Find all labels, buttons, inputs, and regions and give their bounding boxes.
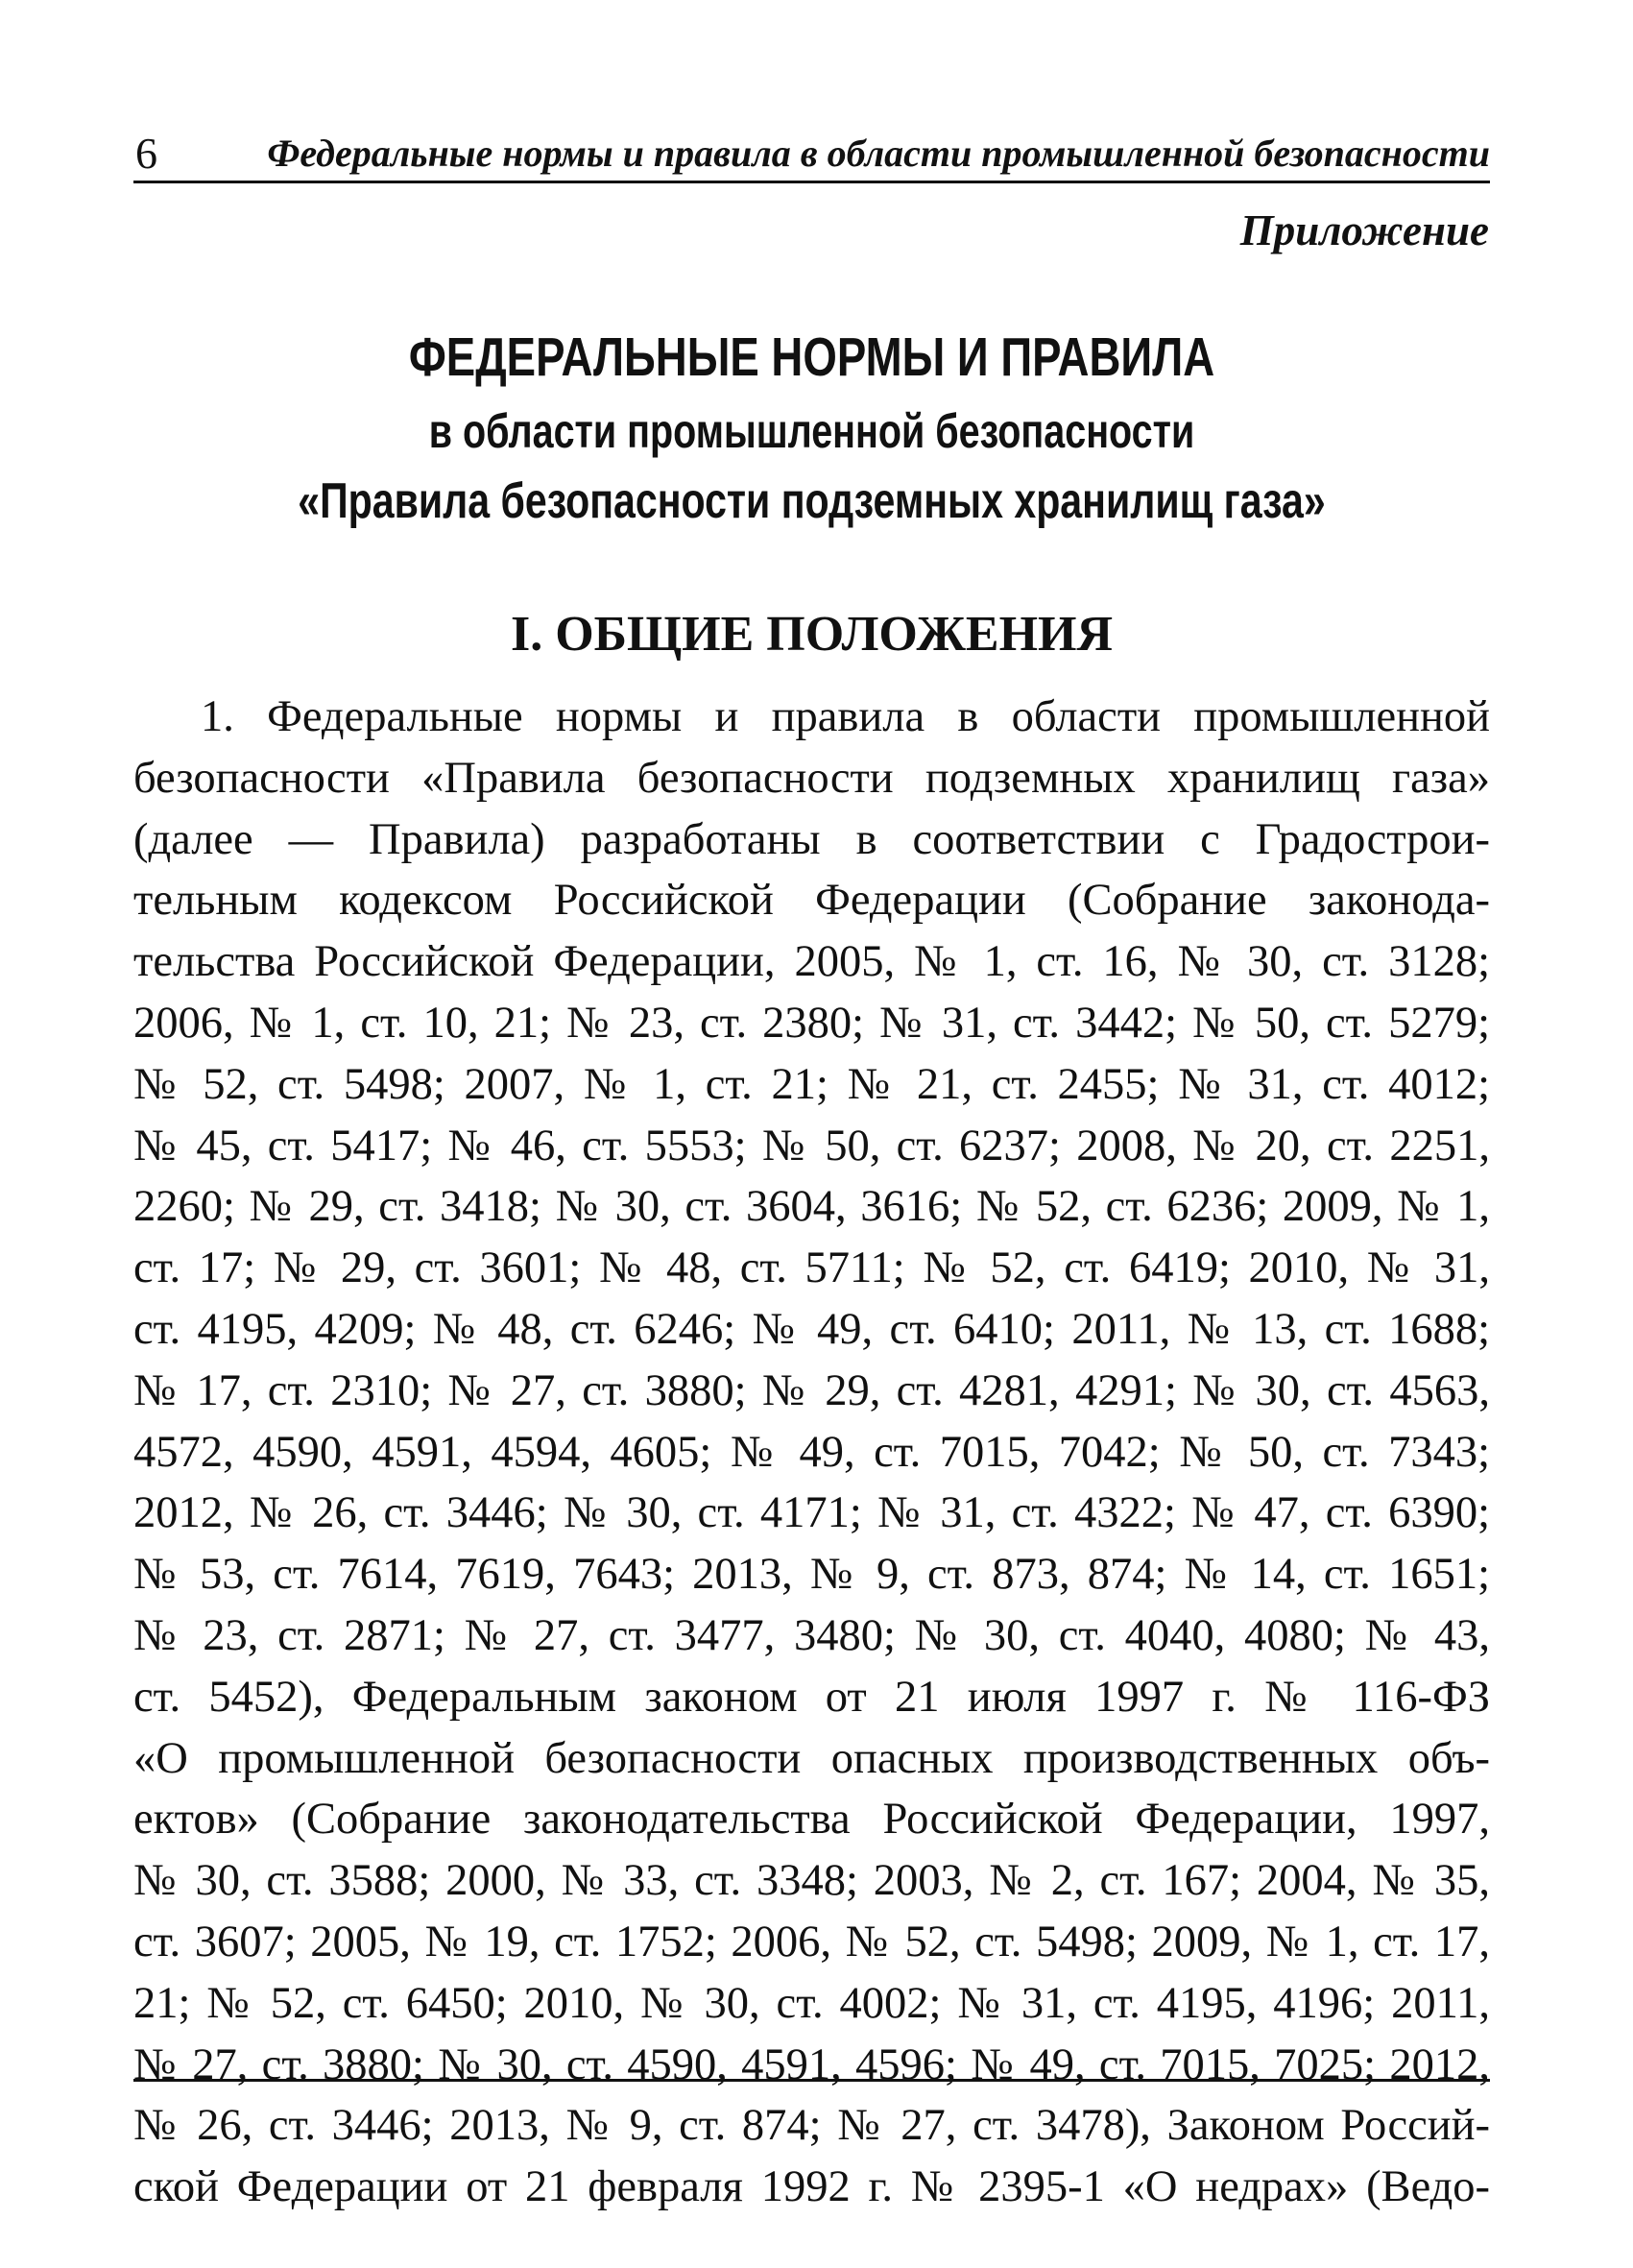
document-subtitle: в области промышленной безопасности (428, 404, 1195, 458)
footnote-divider (133, 2079, 1490, 2082)
text-line: тельным кодексом Российской Федерации (Собрание законода- (133, 876, 1490, 926)
text-line: 2260; № 29, ст. 3418; № 30, ст. 3604, 3616; № 52, ст. 6236; 2009, № 1, (133, 1182, 1490, 1232)
text-line: № 52, ст. 5498; 2007, № 1, ст. 21; № 21, ст. 2455; № 31, ст. 4012; (133, 1059, 1490, 1109)
text-line: 1. Федеральные нормы и правила в области промышленной (201, 692, 1490, 741)
running-title: Федеральные нормы и правила в области промышленной безопасности (267, 132, 1490, 175)
text-line: ст. 4195, 4209; № 48, ст. 6246; № 49, ст. 6410; 2011, № 13, ст. 1688; (133, 1304, 1490, 1354)
document-rules-name: «Правила безопасности подземных хранилищ газа» (298, 473, 1326, 529)
text-line: 2012, № 26, ст. 3446; № 30, ст. 4171; № 31, ст. 4322; № 47, ст. 6390; (133, 1488, 1490, 1538)
document-title: ФЕДЕРАЛЬНЫЕ НОРМЫ И ПРАВИЛА (408, 326, 1215, 388)
text-line: № 26, ст. 3446; 2013, № 9, ст. 874; № 27, ст. 3478), Законом Россий- (133, 2101, 1490, 2151)
text-line: № 53, ст. 7614, 7619, 7643; 2013, № 9, ст. 873, 874; № 14, ст. 1651; (133, 1550, 1490, 1600)
text-line: ст. 5452), Федеральным законом от 21 июля 1997 г. № 116-ФЗ (133, 1672, 1490, 1722)
text-line: № 45, ст. 5417; № 46, ст. 5553; № 50, ст. 6237; 2008, № 20, ст. 2251, (133, 1121, 1490, 1170)
text-line: 2006, № 1, ст. 10, 21; № 23, ст. 2380; № 31, ст. 3442; № 50, ст. 5279; (133, 998, 1490, 1048)
text-line: безопасности «Правила безопасности подземных хранилищ газа» (133, 753, 1490, 803)
text-line: тельства Российской Федерации, 2005, № 1, ст. 16, № 30, ст. 3128; (133, 937, 1490, 987)
text-line: 4572, 4590, 4591, 4594, 4605; № 49, ст. 7015, 7042; № 50, ст. 7343; (133, 1427, 1490, 1477)
text-line: № 27, ст. 3880; № 30, ст. 4590, 4591, 4596; № 49, ст. 7015, 7025; 2012, (133, 2039, 1490, 2089)
page-header (133, 123, 1490, 183)
text-line: «О промышленной безопасности опасных производственных объ- (133, 1733, 1490, 1783)
text-line: № 30, ст. 3588; 2000, № 33, ст. 3348; 2003, № 2, ст. 167; 2004, № 35, (133, 1856, 1490, 1906)
text-line: № 23, ст. 2871; № 27, ст. 3477, 3480; № 30, ст. 4040, 4080; № 43, (133, 1610, 1490, 1660)
section-heading: I. ОБЩИЕ ПОЛОЖЕНИЯ (510, 607, 1114, 662)
text-line: 21; № 52, ст. 6450; 2010, № 30, ст. 4002; № 31, ст. 4195, 4196; 2011, (133, 1978, 1490, 2028)
text-line: (далее — Правила) разработаны в соответствии с Градострои- (133, 814, 1490, 864)
text-line: ст. 17; № 29, ст. 3601; № 48, ст. 5711; № 52, ст. 6419; 2010, № 31, (133, 1243, 1490, 1293)
text-line: № 17, ст. 2310; № 27, ст. 3880; № 29, ст. 4281, 4291; № 30, ст. 4563, (133, 1365, 1490, 1415)
text-line: ектов» (Собрание законодательства Российской Федерации, 1997, (133, 1795, 1490, 1845)
page-number: 6 (135, 129, 157, 178)
appendix-label: Приложение (1239, 206, 1489, 254)
text-line: ст. 3607; 2005, № 19, ст. 1752; 2006, № 52, ст. 5498; 2009, № 1, ст. 17, (133, 1917, 1490, 1966)
paragraph-1 (133, 687, 1490, 2218)
text-line: ской Федерации от 21 февраля 1992 г. № 2395-1 «О недрах» (Ведо- (133, 2162, 1490, 2212)
